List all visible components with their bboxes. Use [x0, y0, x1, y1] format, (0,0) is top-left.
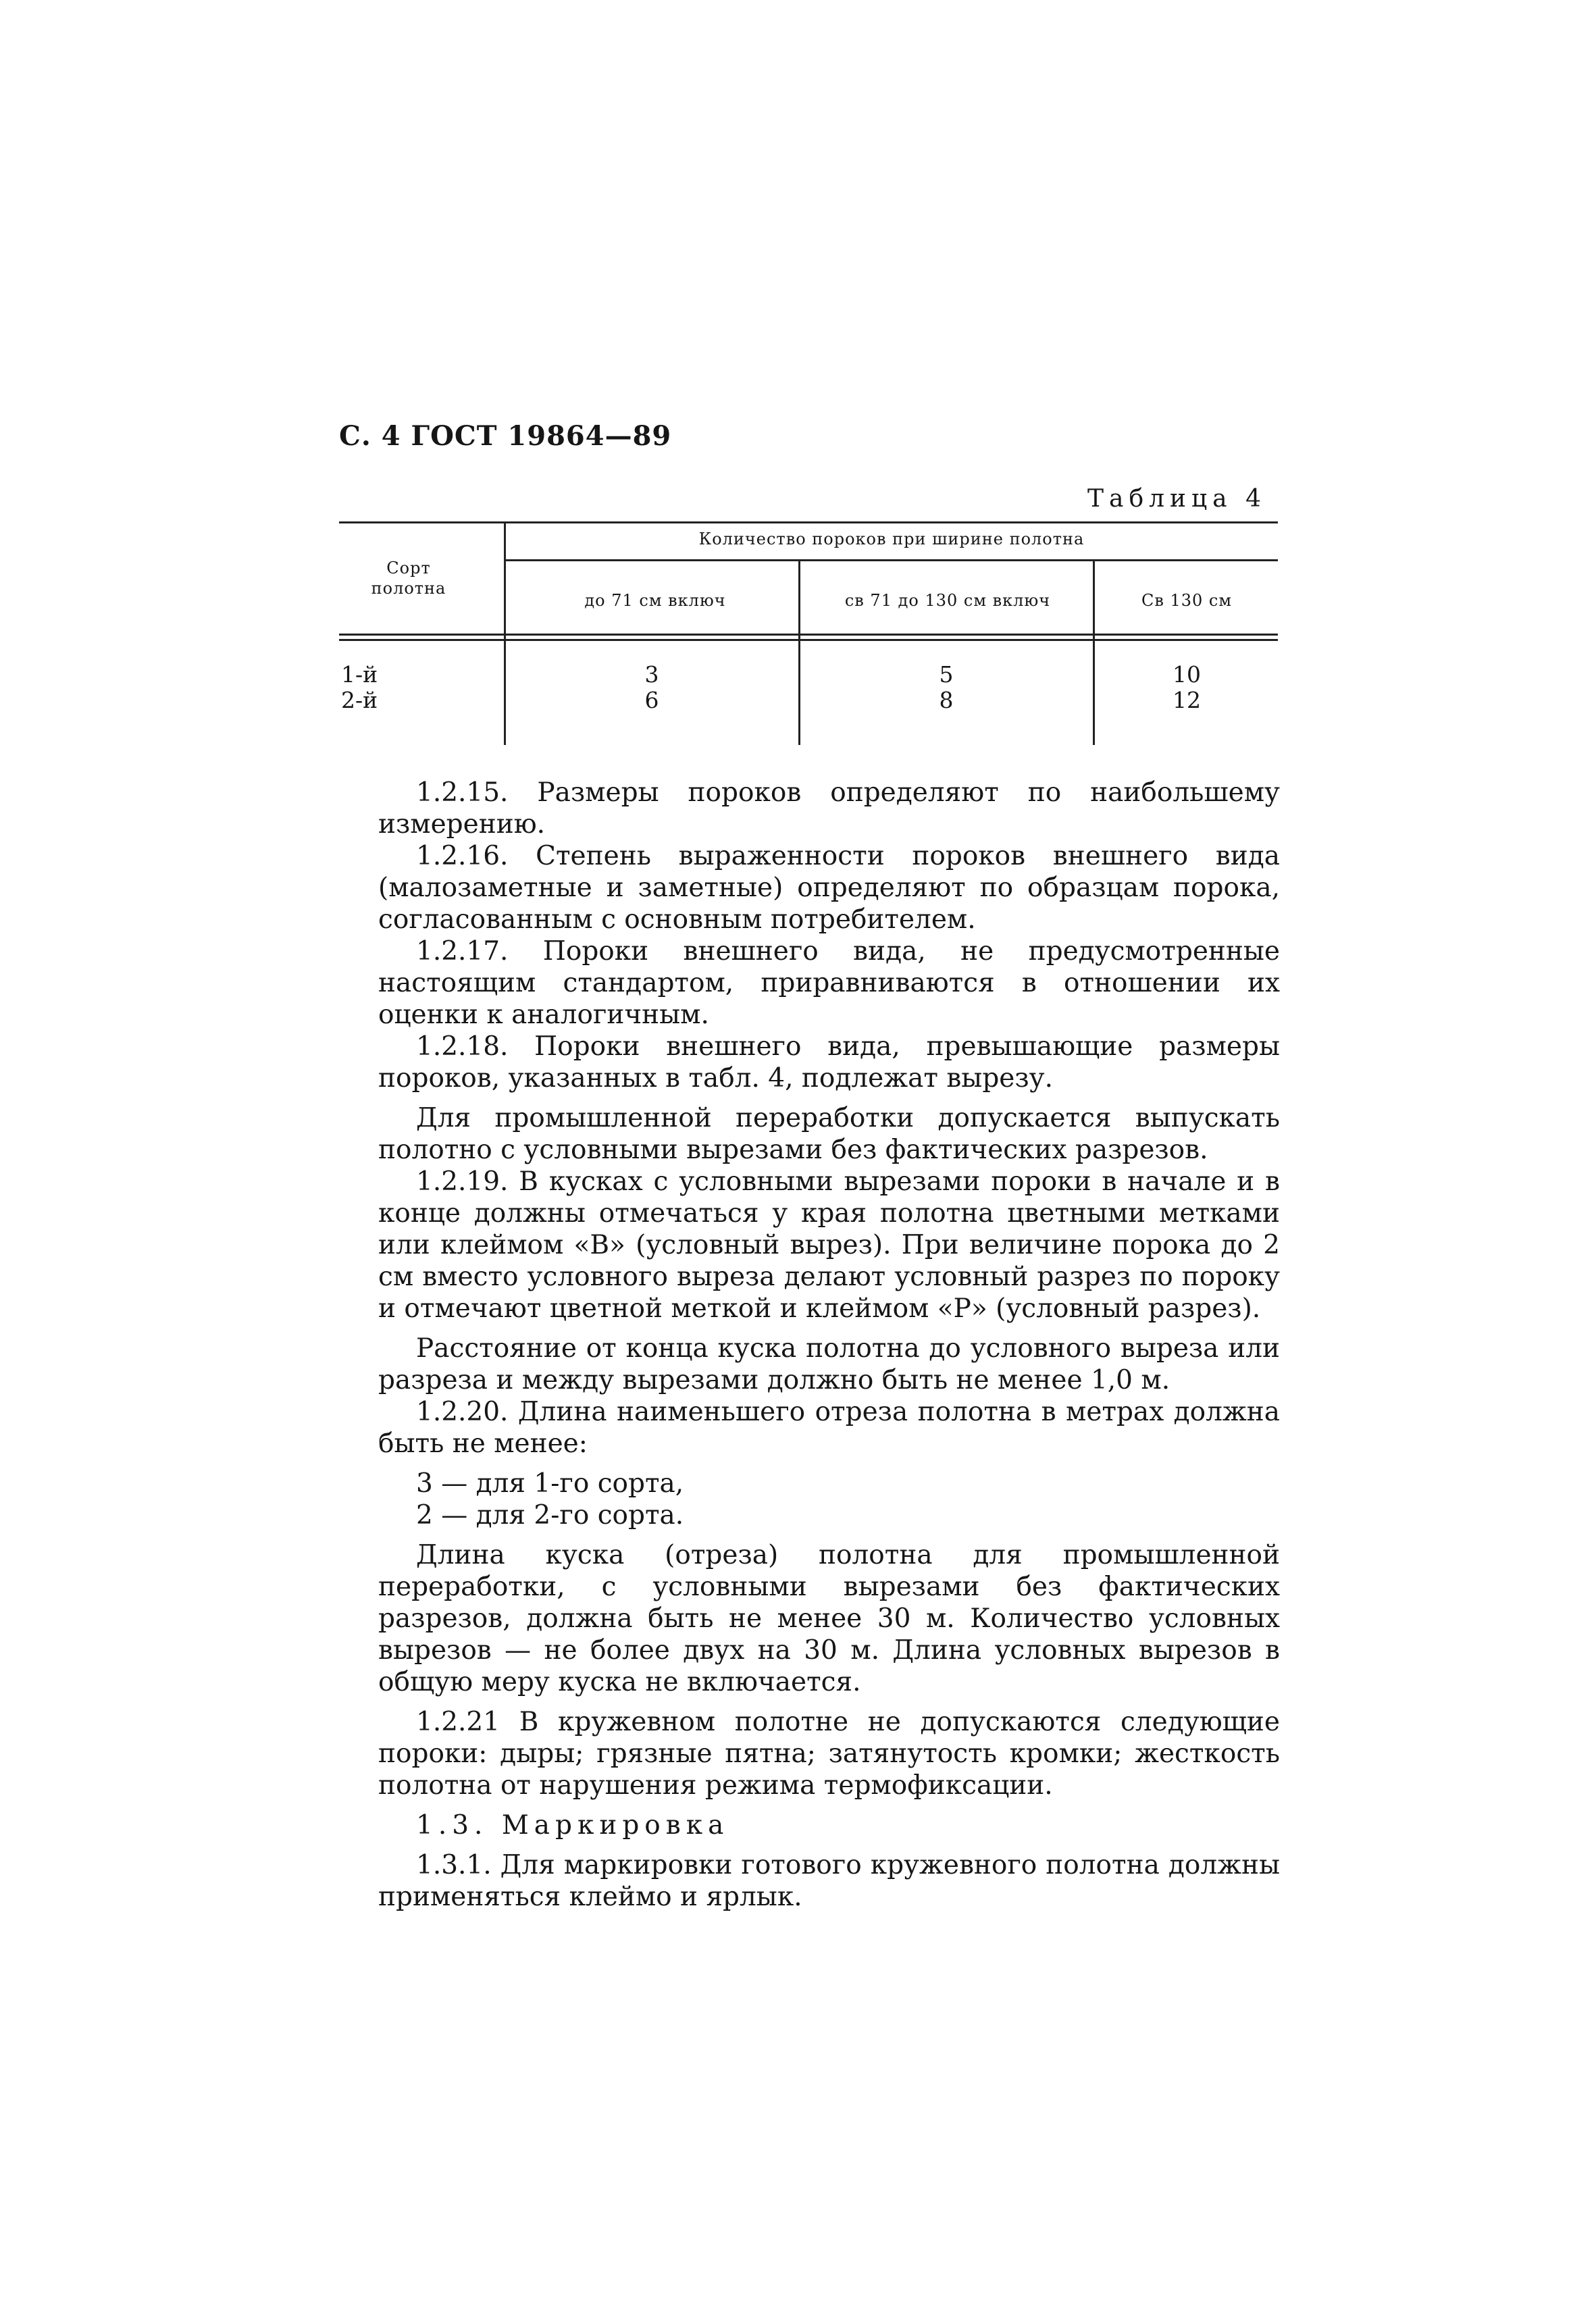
table-row-2-col-2: 8: [939, 687, 954, 713]
table-vline-2: [798, 560, 800, 745]
list-item-grade-2: 2 — для 2-го сорта.: [416, 1500, 684, 1531]
table-row-1-col-1: 3: [644, 661, 659, 688]
paragraph-1-2-21: 1.2.21 В кружевном полотне не допускаются следующие пороки: дыры; грязные пятна; затянутость кромки; жесткость полотна от нарушения режима термофиксации.: [378, 1707, 1280, 1801]
header-defect-count: Количество пороков при ширине полотна: [698, 530, 1085, 548]
table-label: Таблица 4: [1087, 485, 1266, 513]
table-row-1-col-2: 5: [939, 661, 954, 688]
paragraph-1-2-20: 1.2.20. Длина наименьшего отреза полотна в метрах должна быть не менее:: [378, 1397, 1280, 1459]
table-vline-1: [504, 522, 506, 745]
paragraph-1-3-1: 1.3.1. Для маркировки готового кружевного полотна должны применяться клеймо и ярлык.: [378, 1850, 1280, 1912]
table-row-1-grade: 1-й: [341, 661, 378, 688]
paragraph-distance: Расстояние от конца куска полотна до условного выреза или разреза и между вырезами должно быть не менее 1,0 м.: [378, 1333, 1280, 1395]
table-group-rule: [505, 559, 1278, 561]
header-grade: Сорт полотна: [371, 559, 446, 598]
table-header-rule-1: [339, 634, 1278, 636]
paragraph-1-2-18: 1.2.18. Пороки внешнего вида, превышающие размеры пороков, указанных в табл. 4, подлежат вырезу.: [378, 1031, 1280, 1094]
table-header-rule-2: [339, 639, 1278, 641]
page-header: С. 4 ГОСТ 19864—89: [339, 420, 672, 452]
table-top-rule: [339, 521, 1278, 523]
table-row-2-col-1: 6: [644, 687, 659, 713]
table-row-2-grade: 2-й: [341, 687, 378, 713]
document-body: [378, 777, 1280, 1913]
table-row-1-col-3: 10: [1173, 661, 1201, 688]
paragraph-1-2-16: 1.2.16. Степень выраженности пороков внешнего вида (малозаметные и заметные) определяют по образцам порока, согласованным с основным потребителем.: [378, 841, 1280, 935]
paragraph-1-2-19: 1.2.19. В кусках с условными вырезами пороки в начале и в конце должны отмечаться у края полотна цветными метками или клеймом «В» (условный вырез). При величине порока до 2 см вместо условного выреза делают условный разрез по пороку и отмечают цветной меткой и клеймом «Р» (условный разрез).: [378, 1166, 1280, 1324]
table-vline-3: [1093, 560, 1095, 745]
paragraph-piece-length: Длина куска (отреза) полотна для промышленной переработки, с условными вырезами без фактических разрезов, должна быть не менее 30 м. Количество условных вырезов — не более двух на 30 м. Длина условных вырезов в общую меру куска не включается.: [378, 1540, 1280, 1697]
paragraph-1-2-15: 1.2.15. Размеры пороков определяют по наибольшему измерению.: [378, 777, 1280, 840]
section-heading-marking: 1.3. Маркировка: [416, 1810, 729, 1841]
paragraph-1-2-17: 1.2.17. Пороки внешнего вида, не предусмотренные настоящим стандартом, приравниваются в отношении их оценки к аналогичным.: [378, 936, 1280, 1030]
list-item-grade-1: 3 — для 1-го сорта,: [416, 1468, 684, 1499]
header-col-3: Св 130 см: [1141, 591, 1233, 610]
header-col-2: св 71 до 130 см включ: [844, 591, 1051, 610]
paragraph-industrial-processing: Для промышленной переработки допускается выпускать полотно с условными вырезами без фактических разрезов.: [378, 1103, 1280, 1165]
table-row-2-col-3: 12: [1173, 687, 1201, 713]
header-col-1: до 71 см включ: [584, 591, 726, 610]
